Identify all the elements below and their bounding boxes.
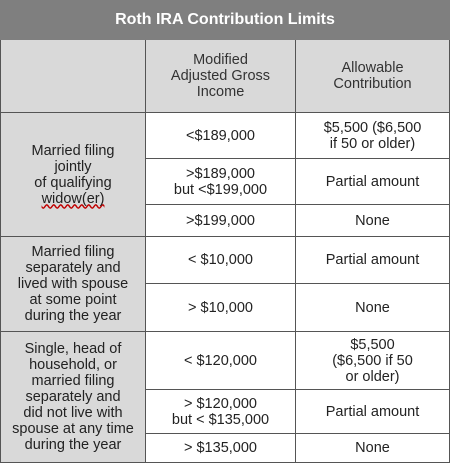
header-income-line: Modified — [193, 52, 248, 68]
title-row — [1, 1, 450, 40]
contribution-line: if 50 or older) — [329, 135, 416, 152]
contribution-cell — [296, 205, 450, 237]
header-contribution-line: Contribution — [333, 76, 412, 92]
contribution-cell — [296, 284, 450, 332]
income-line: > $10,000 — [188, 299, 253, 316]
income-cell — [146, 113, 296, 159]
group-label-line: during the year — [24, 437, 122, 453]
group-label-line: household, or — [29, 357, 117, 373]
group-label-line: married filing — [31, 373, 115, 389]
contribution-line: None — [355, 440, 390, 456]
contribution-line: $5,500 ($6,500 — [323, 119, 422, 136]
group-label-married-jointly — [1, 113, 146, 237]
group-label-line: at some point — [29, 292, 117, 308]
income-cell — [146, 237, 296, 284]
income-line: > $135,000 — [184, 440, 257, 456]
group-label-line: spouse at any time — [12, 421, 134, 437]
income-cell — [146, 434, 296, 463]
group-label-line: during the year — [24, 308, 122, 324]
income-line: < $120,000 — [184, 352, 257, 369]
contribution-cell — [296, 159, 450, 205]
group-label-married-separately-lived — [1, 237, 146, 332]
group-label-line: separately and — [25, 389, 121, 405]
income-cell — [146, 205, 296, 237]
contribution-line: Partial amount — [325, 403, 420, 420]
header-income-line: Adjusted Gross — [170, 68, 271, 84]
contribution-cell — [296, 390, 450, 434]
contribution-line: None — [355, 212, 390, 229]
contribution-line: $5,500 — [350, 336, 395, 353]
table-row — [1, 332, 450, 390]
income-line: >$199,000 — [186, 212, 255, 229]
income-cell — [146, 332, 296, 390]
table-row — [1, 113, 450, 159]
table-row — [1, 237, 450, 284]
income-cell — [146, 390, 296, 434]
income-line: >$189,000 — [186, 165, 255, 182]
group-label-line: Married filing — [31, 244, 115, 260]
header-contribution-line: Allowable — [341, 60, 404, 76]
income-cell — [146, 284, 296, 332]
header-income — [146, 40, 296, 113]
income-line: > $120,000 — [184, 395, 257, 412]
group-label-line: did not live with — [23, 405, 123, 421]
contribution-line: Partial amount — [325, 173, 420, 190]
header-income-line: Income — [196, 84, 245, 100]
income-line: but < $135,000 — [171, 411, 270, 428]
income-line: <$189,000 — [186, 127, 255, 144]
group-label-line: Married filing — [31, 142, 115, 159]
group-label-line: of qualifying — [34, 174, 112, 191]
contribution-line: None — [355, 299, 390, 316]
contribution-cell — [296, 434, 450, 463]
table-title: Roth IRA Contribution Limits — [1, 1, 450, 40]
contribution-cell — [296, 113, 450, 159]
group-label-line: Single, head of — [24, 341, 122, 357]
income-line: < $10,000 — [188, 252, 253, 268]
header-row — [1, 40, 450, 113]
header-filing-status — [1, 40, 146, 113]
contribution-cell — [296, 237, 450, 284]
contribution-line: Partial amount — [325, 252, 420, 268]
group-label-line: jointly — [54, 158, 92, 175]
group-label-line: lived with spouse — [17, 276, 129, 292]
contribution-cell — [296, 332, 450, 390]
income-cell — [146, 159, 296, 205]
group-label-single-head-household — [1, 332, 146, 463]
header-contribution — [296, 40, 450, 113]
group-label-line: separately and — [25, 260, 121, 276]
income-line: but <$199,000 — [173, 181, 268, 198]
contribution-line: or older) — [345, 368, 400, 385]
contribution-line: ($6,500 if 50 — [332, 352, 413, 369]
group-label-line: widow(er) — [41, 190, 105, 207]
